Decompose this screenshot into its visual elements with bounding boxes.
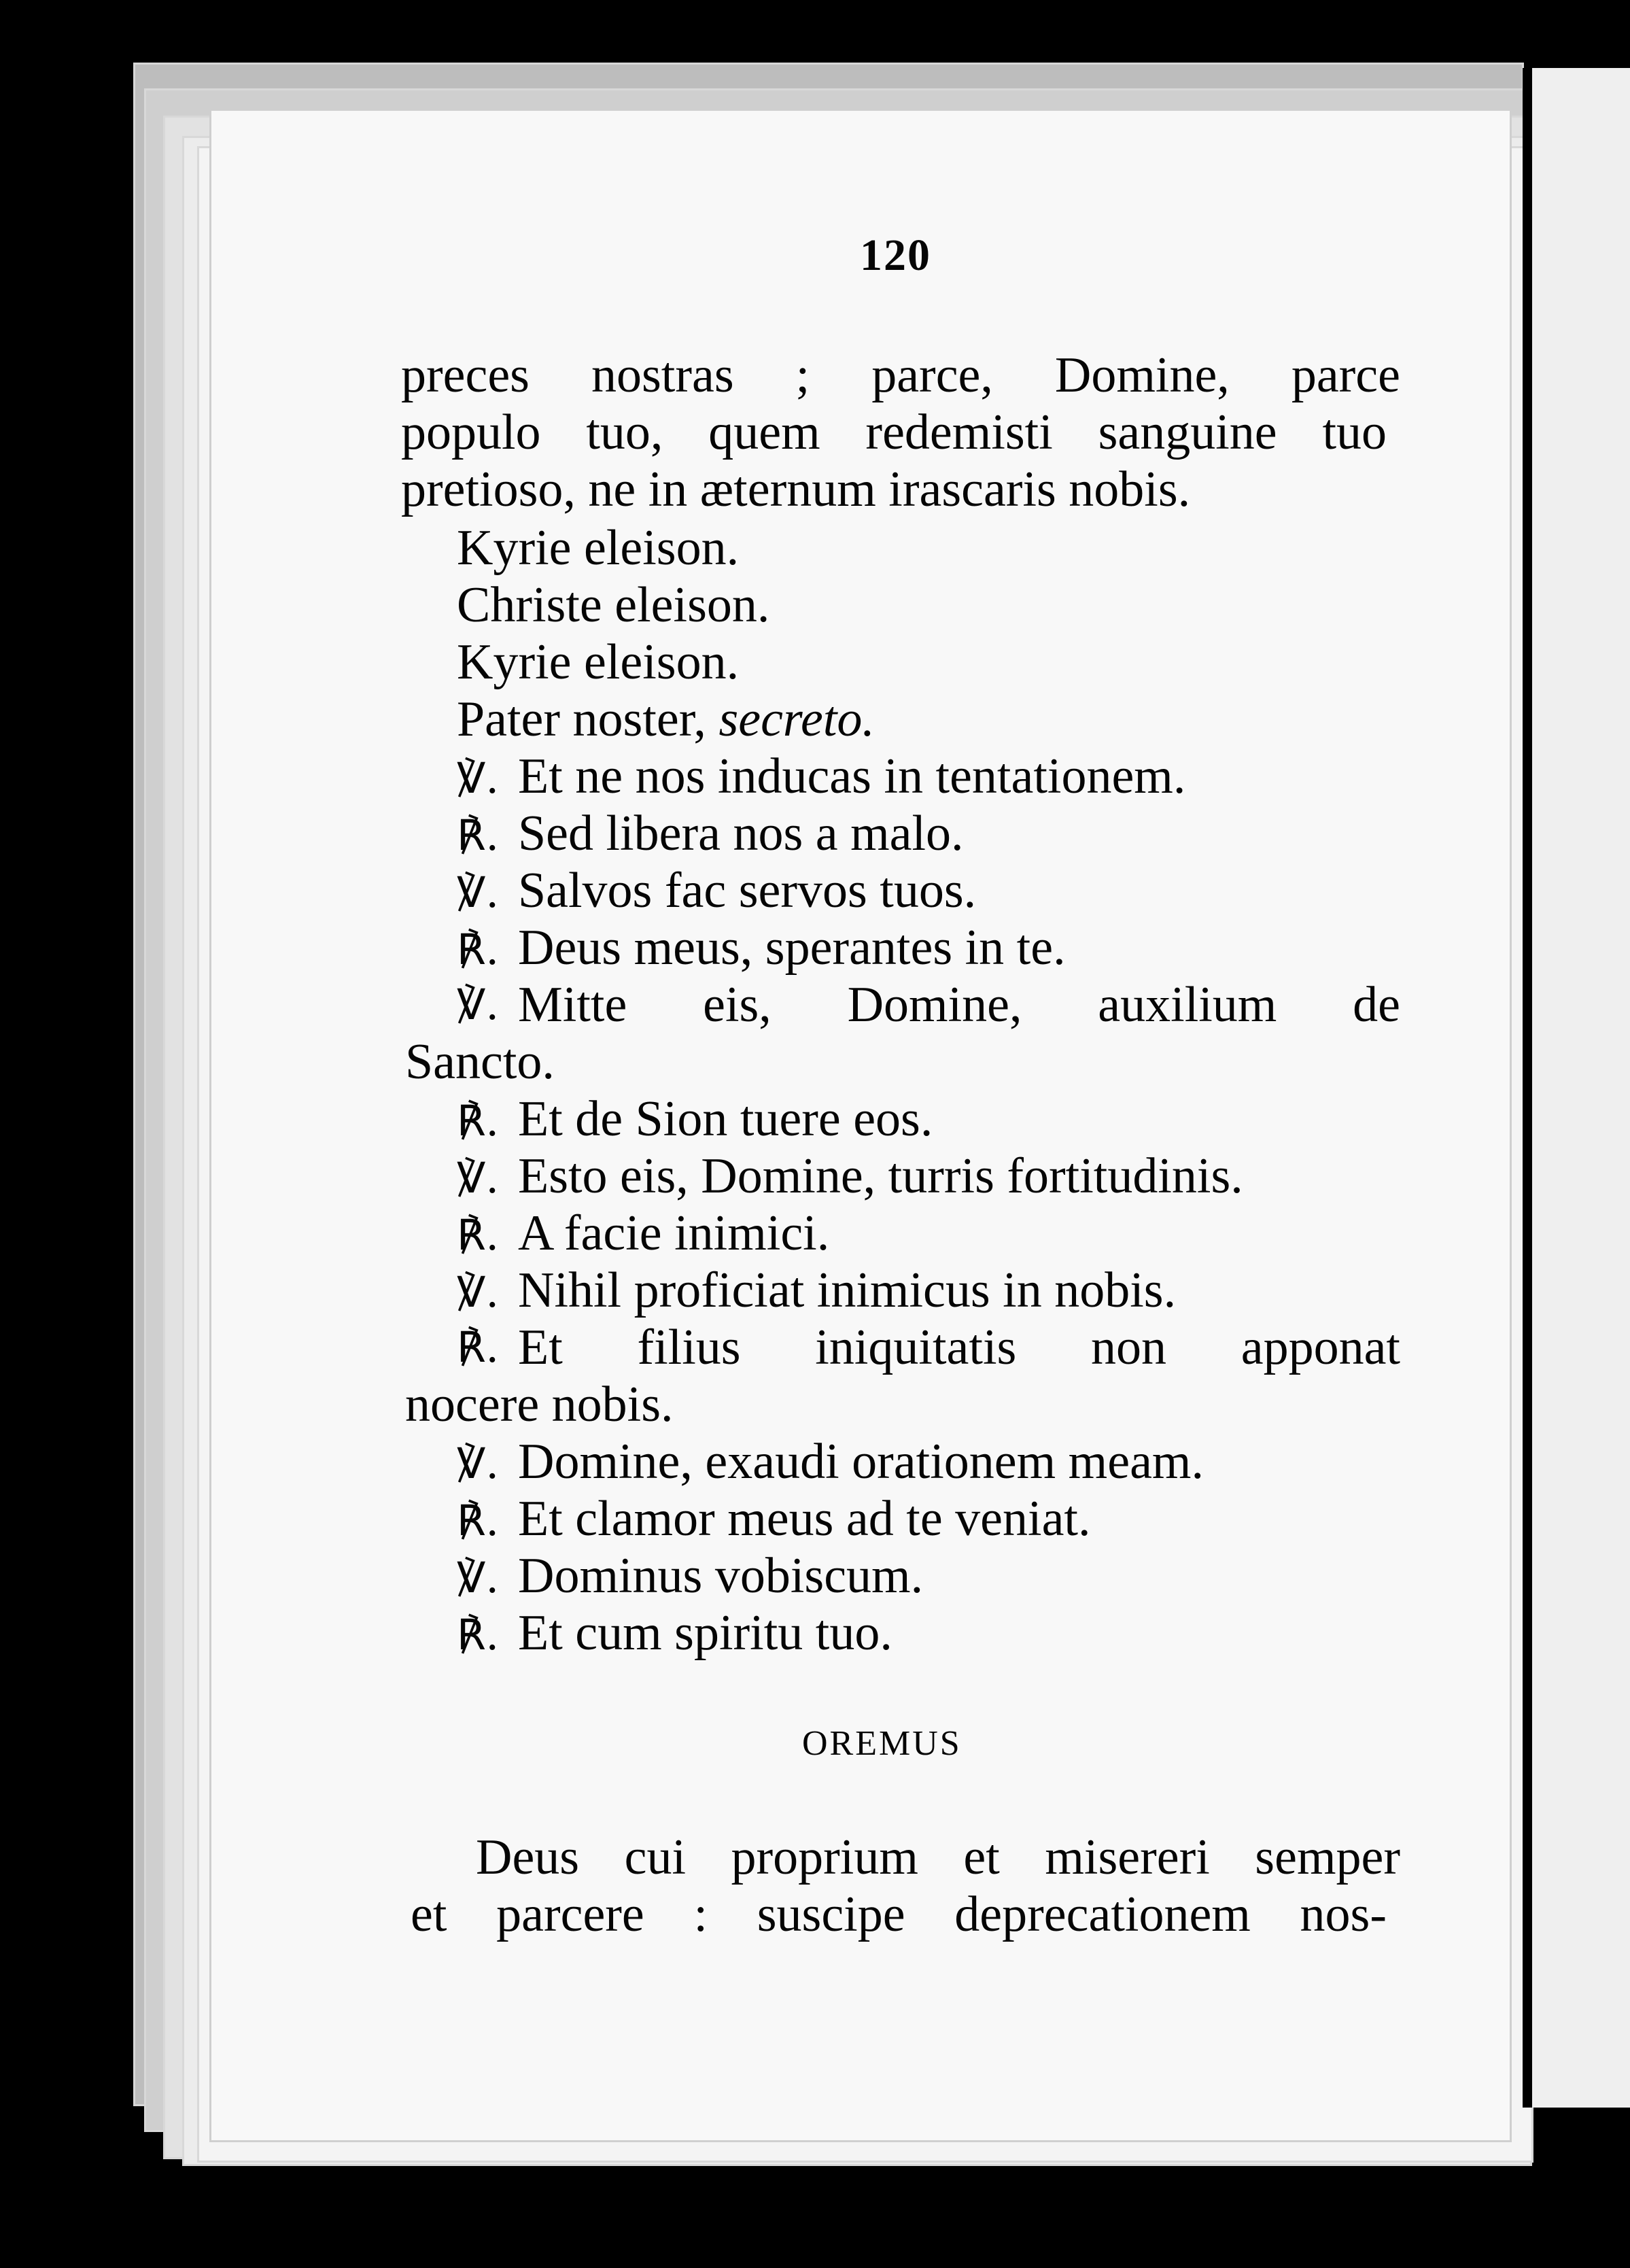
- response-line: [457, 1090, 933, 1150]
- response-icon: ℟.: [457, 1096, 500, 1146]
- section-heading: OREMUS: [802, 1724, 962, 1763]
- response-text: A facie inimici.: [518, 1205, 830, 1261]
- versicle-text: Et ne nos inducas in tentationem.: [518, 749, 1186, 804]
- versicle-text: Dominus vobiscum.: [518, 1548, 924, 1604]
- text-line: nocere nobis.: [405, 1377, 674, 1432]
- versicle-line: [457, 748, 1185, 807]
- response-text: Sed libera nos a malo.: [518, 806, 964, 861]
- versicle-text: Esto eis, Domine, turris fortitudinis.: [518, 1148, 1243, 1204]
- text-line: et parcere : suscipe deprecationem nos-: [411, 1887, 1387, 1942]
- text-line: Sancto.: [405, 1034, 555, 1090]
- response-line: [457, 1205, 829, 1264]
- versicle-line: [457, 1262, 1176, 1321]
- versicle-line: [457, 976, 1400, 1033]
- response-icon: ℟.: [457, 1322, 500, 1372]
- versicle-icon: ℣.: [457, 1267, 500, 1317]
- response-icon: ℟.: [457, 1496, 500, 1545]
- versicle-icon: ℣.: [457, 867, 500, 917]
- response-line: [457, 1319, 1400, 1376]
- versicle-icon: ℣.: [457, 1553, 500, 1602]
- response-line: [457, 1604, 892, 1664]
- response-icon: ℟.: [457, 1610, 500, 1660]
- versicle-text: Nihil proficiat inimicus in nobis.: [518, 1262, 1177, 1318]
- versicle-text: Salvos fac servos tuos.: [518, 863, 977, 918]
- text-line: preces nostras ; parce, Domine, parce: [401, 347, 1400, 403]
- response-icon: ℟.: [457, 925, 500, 974]
- versicle-line: [457, 1433, 1204, 1492]
- text-line: Deus cui proprium et misereri semper: [476, 1829, 1400, 1885]
- versicle-icon: ℣.: [457, 1439, 500, 1488]
- response-text: Deus meus, sperantes in te.: [518, 920, 1066, 976]
- versicle-line: [457, 862, 976, 921]
- text-line: Kyrie eleison.: [457, 634, 740, 690]
- versicle-line: [457, 1547, 923, 1606]
- text-line: [457, 691, 875, 748]
- response-text: Et filius iniquitatis non apponat: [518, 1320, 1400, 1375]
- versicle-text: Mitte eis, Domine, auxilium de: [518, 977, 1400, 1033]
- response-text: Et clamor meus ad te veniat.: [518, 1491, 1091, 1547]
- response-text: Et de Sion tuere eos.: [518, 1091, 933, 1147]
- versicle-icon: ℣.: [457, 1153, 500, 1203]
- response-text: Et cum spiritu tuo.: [518, 1605, 892, 1661]
- text-line: Kyrie eleison.: [457, 520, 740, 576]
- text-line: pretioso, ne in æternum irascaris nobis.: [401, 462, 1191, 517]
- response-icon: ℟.: [457, 810, 500, 860]
- text-line: populo tuo, quem redemisti sanguine tuo: [401, 405, 1387, 460]
- versicle-icon: ℣.: [457, 753, 500, 803]
- versicle-text: Domine, exaudi orationem meam.: [518, 1434, 1204, 1490]
- page-number: 120: [860, 230, 931, 280]
- rubric-italic: secreto.: [718, 691, 875, 747]
- response-line: [457, 919, 1066, 978]
- versicle-icon: ℣.: [457, 980, 500, 1029]
- text-span: Pater noster,: [457, 691, 706, 747]
- versicle-line: [457, 1148, 1243, 1207]
- response-line: [457, 805, 964, 864]
- text-line: Christe eleison.: [457, 577, 770, 633]
- response-icon: ℟.: [457, 1210, 500, 1260]
- response-line: [457, 1490, 1090, 1549]
- facing-page: [1523, 68, 1630, 2108]
